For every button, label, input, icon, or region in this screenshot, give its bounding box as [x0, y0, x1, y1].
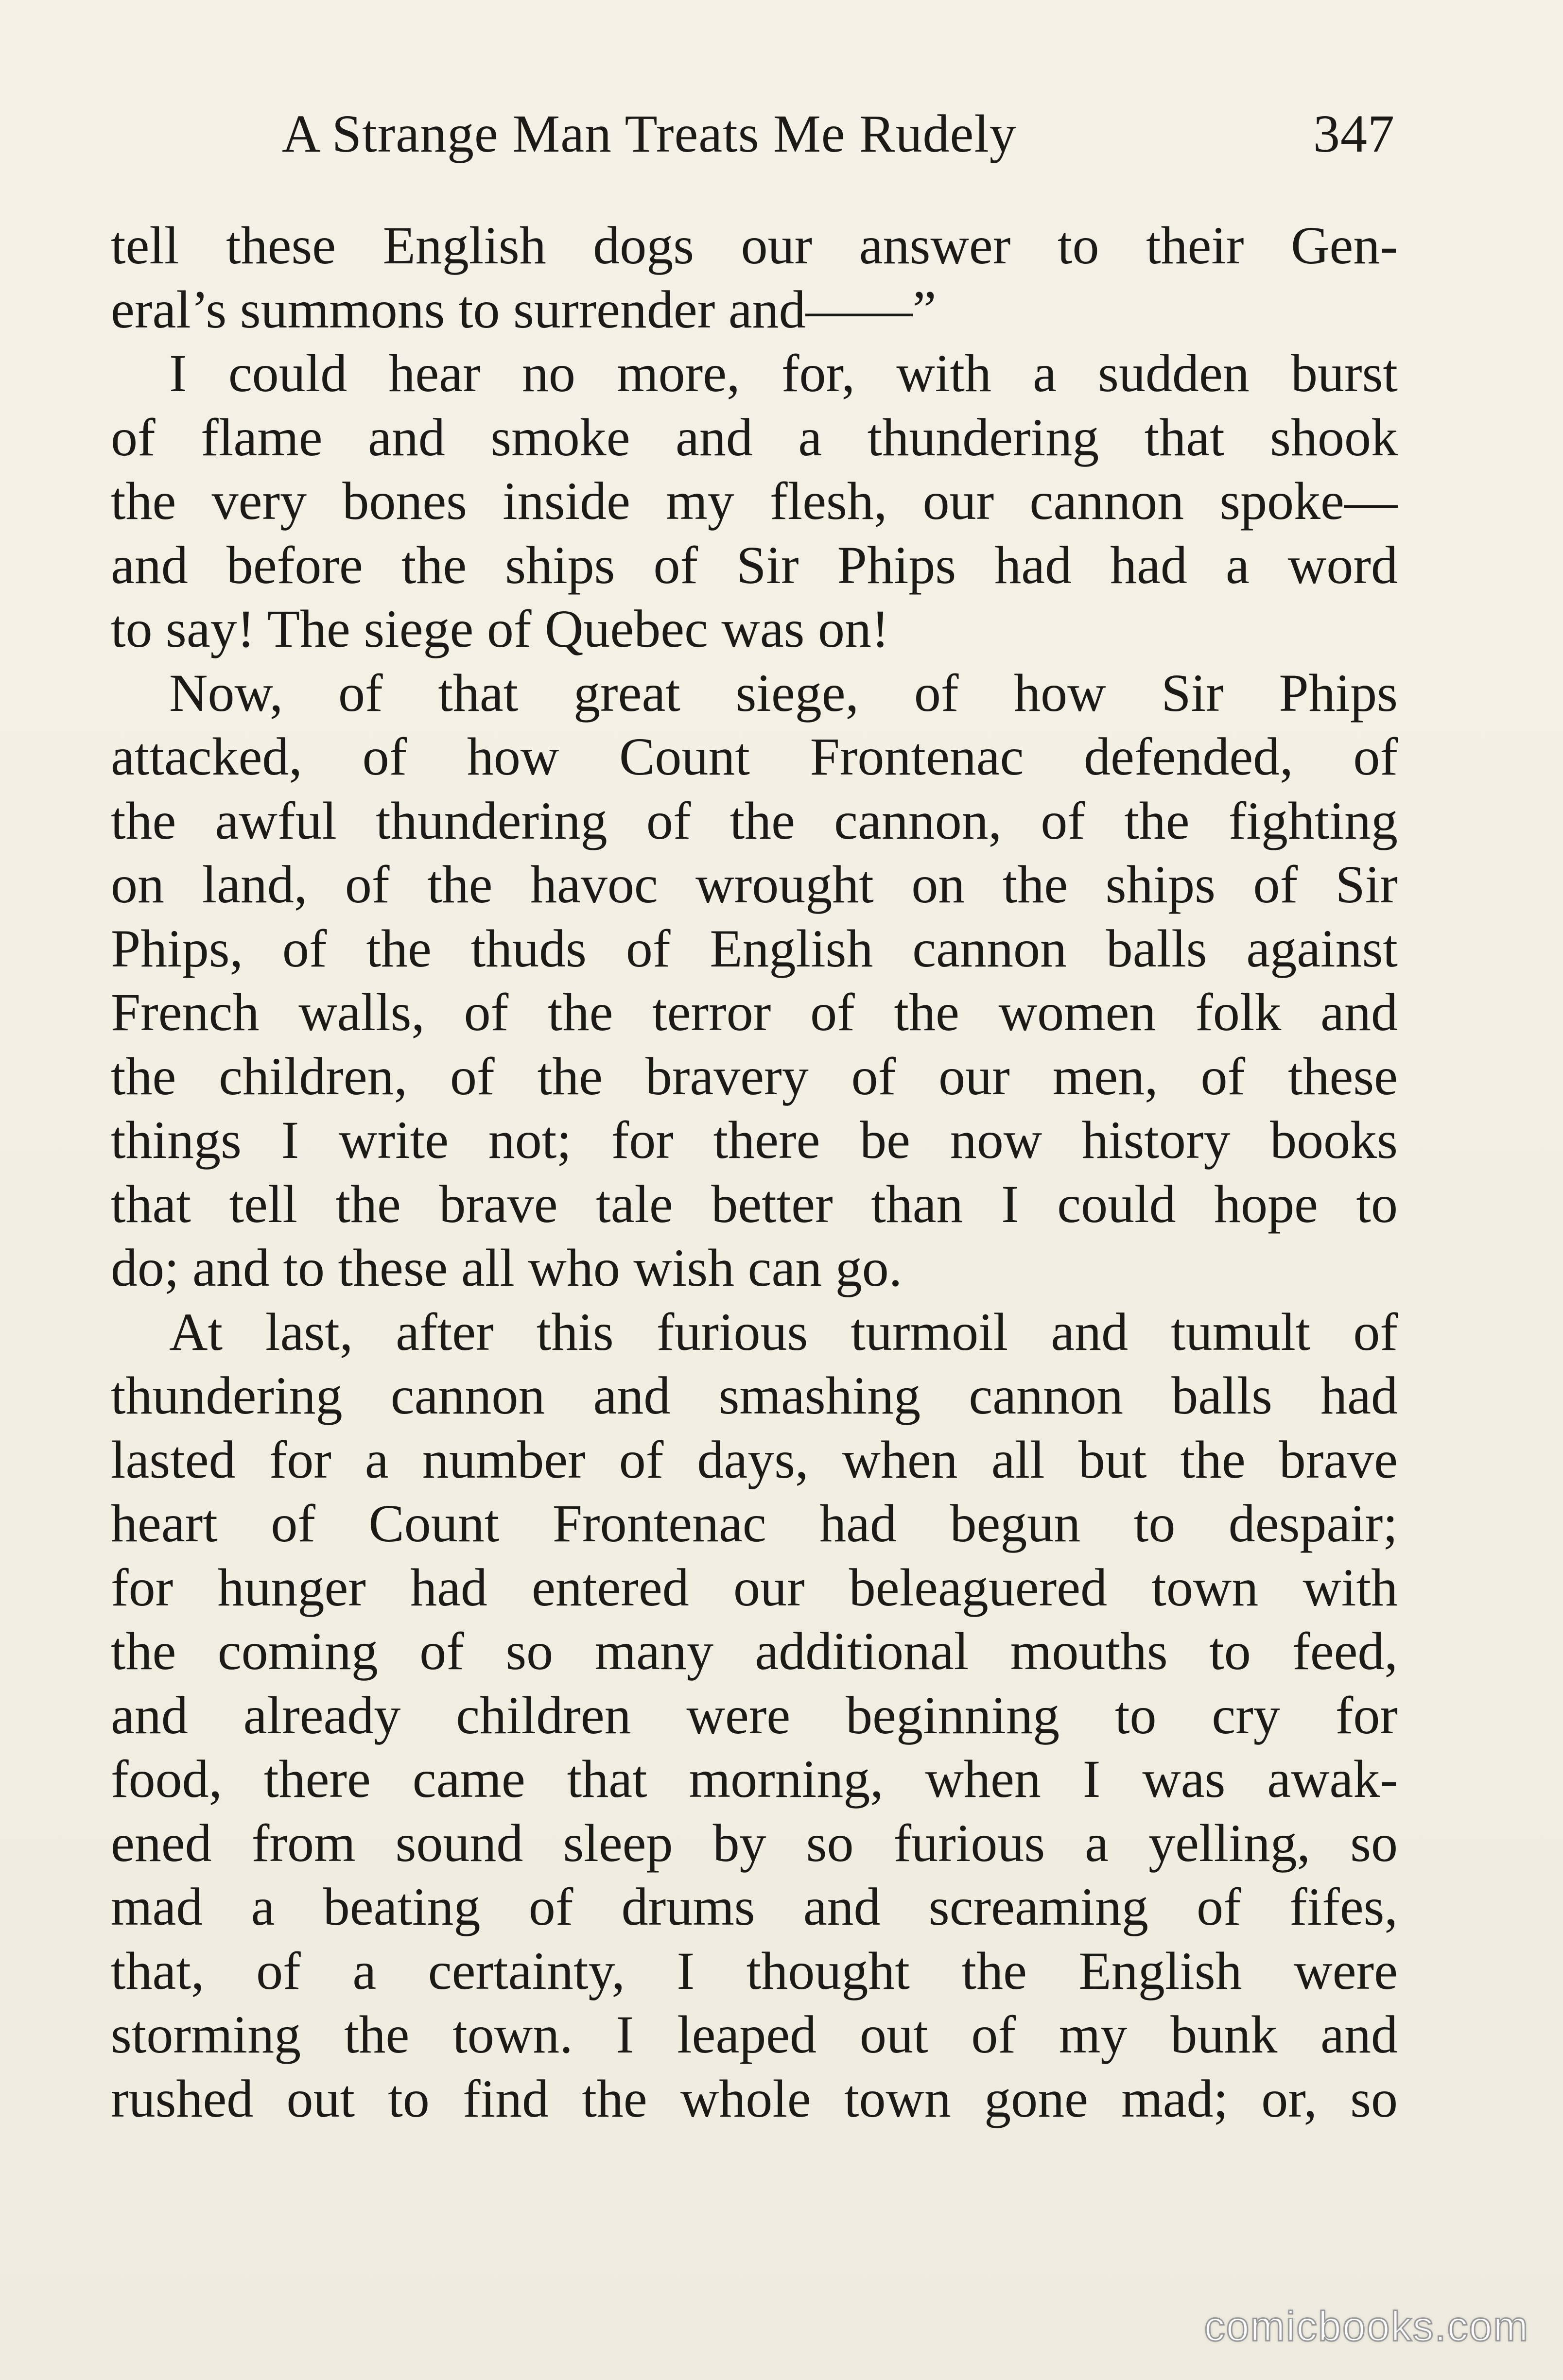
text-line: eral’s summons to surrender and——”	[111, 279, 937, 339]
text-line: of flame and smoke and a thundering that shook	[111, 407, 1398, 467]
watermark-logo: comicbooks.com	[1204, 2303, 1529, 2350]
text-line: the awful thundering of the cannon, of the fighting	[111, 791, 1398, 850]
text-line: food, there came that morning, when I was awak-	[111, 1749, 1398, 1809]
text-line: ened from sound sleep by so furious a yelling, so	[111, 1813, 1398, 1873]
text-line: do; and to these all who wish can go.	[111, 1238, 903, 1297]
text-line: things I write not; for there be now history books	[111, 1110, 1398, 1170]
running-title: A Strange Man Treats Me Rudely	[282, 104, 1017, 163]
text-line: rushed out to find the whole town gone mad; or, so	[111, 2069, 1398, 2128]
text-line: I could hear no more, for, with a sudden burst	[169, 344, 1398, 403]
text-line: heart of Count Frontenac had begun to despair;	[111, 1494, 1398, 1553]
text-line: the coming of so many additional mouths to feed,	[111, 1621, 1398, 1681]
body-text	[111, 214, 1398, 2131]
text-line: and already children were beginning to cry for	[111, 1685, 1398, 1745]
text-line: French walls, of the terror of the women folk and	[111, 983, 1398, 1042]
text-line: attacked, of how Count Frontenac defended, of	[111, 727, 1398, 786]
text-line: that tell the brave tale better than I could hope to	[111, 1174, 1398, 1234]
text-line: lasted for a number of days, when all but the brave	[111, 1430, 1398, 1489]
text-line: the children, of the bravery of our men, of these	[111, 1046, 1398, 1106]
text-line: mad a beating of drums and screaming of fifes,	[111, 1877, 1398, 1936]
text-line: Phips, of the thuds of English cannon balls against	[111, 918, 1398, 978]
text-line: thundering cannon and smashing cannon balls had	[111, 1366, 1398, 1425]
text-line: storming the town. I leaped out of my bunk and	[111, 2005, 1398, 2064]
text-line: and before the ships of Sir Phips had had a word	[111, 535, 1398, 595]
text-line: tell these English dogs our answer to their Gen-	[111, 216, 1398, 275]
text-line: Now, of that great siege, of how Sir Phips	[169, 663, 1398, 723]
text-line: the very bones inside my flesh, our cannon spoke—	[111, 471, 1398, 531]
text-line: on land, of the havoc wrought on the ships of Sir	[111, 855, 1398, 914]
text-line: to say! The siege of Quebec was on!	[111, 599, 889, 658]
text-line: that, of a certainty, I thought the English were	[111, 1941, 1398, 2001]
text-line: At last, after this furious turmoil and tumult of	[169, 1302, 1398, 1362]
text-line: for hunger had entered our beleaguered town with	[111, 1557, 1398, 1617]
page-number: 347	[1313, 104, 1395, 163]
running-head	[282, 97, 1395, 170]
